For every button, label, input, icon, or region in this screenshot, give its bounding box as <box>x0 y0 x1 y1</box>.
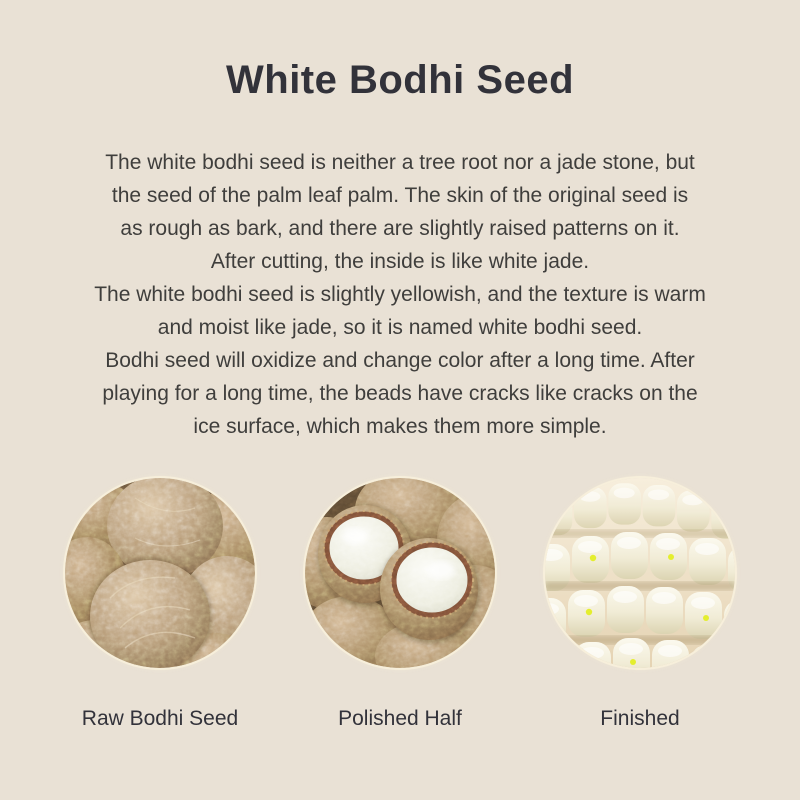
finished-beads-photo <box>545 478 735 668</box>
intro-line: The white bodhi seed is neither a tree root nor a jade stone, but <box>105 151 695 174</box>
intro-line: Bodhi seed will oxidize and change color after a long time. After <box>105 349 695 372</box>
stage-row <box>0 478 800 731</box>
intro-line: the seed of the palm leaf palm. The skin of the original seed is <box>111 184 689 207</box>
intro-paragraph <box>0 146 800 443</box>
stage-label-raw: Raw Bodhi Seed <box>81 707 239 730</box>
intro-line: as rough as bark, and there are slightly raised patterns on it. <box>120 217 680 240</box>
intro-line: The white bodhi seed is slightly yellowish, and the texture is warm <box>94 283 706 306</box>
stage-raw <box>65 478 255 731</box>
polished-half-photo <box>305 478 495 668</box>
intro-line: and moist like jade, so it is named white bodhi seed. <box>157 316 643 339</box>
intro-line: playing for a long time, the beads have cracks like cracks on the <box>102 382 698 405</box>
intro-line: ice surface, which makes them more simple. <box>193 415 607 438</box>
stage-polished <box>305 478 495 731</box>
stage-label-polished: Polished Half <box>338 707 462 730</box>
raw-bodhi-seed-photo <box>65 478 255 668</box>
stage-finished <box>545 478 735 731</box>
stage-label-finished: Finished <box>600 707 680 730</box>
intro-line: After cutting, the inside is like white jade. <box>210 250 590 273</box>
page-title: White Bodhi Seed <box>226 58 574 102</box>
